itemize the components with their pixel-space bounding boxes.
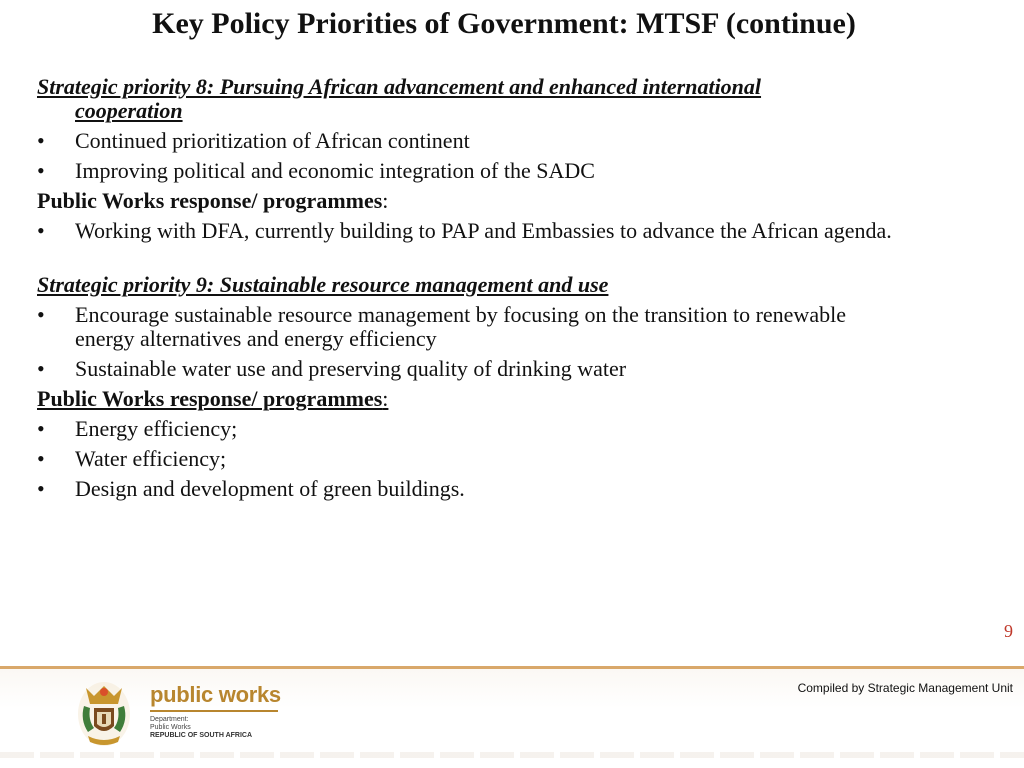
priority-8-heading [37,72,897,126]
bullet-text: Energy efficiency; [75,416,238,441]
slide-title: Key Policy Priorities of Government: MTSF (continue) [152,7,856,40]
response-heading-colon: : [382,188,389,213]
page-number: 9 [1004,621,1013,641]
list-item [37,156,897,186]
list-item [37,444,897,474]
footer-faint-strip [0,752,1024,758]
logo-subtitle [150,716,252,740]
bullet-icon: • [37,158,45,183]
bullet-text: Working with DFA, currently building to PAP and Embassies to advance the African agenda. [75,218,892,243]
priority-9-heading: Strategic priority 9: Sustainable resource management and use [37,272,609,297]
bullet-icon: • [37,356,45,381]
list-item [37,474,897,504]
logo-sub-line1: Department: [150,716,189,723]
priority-8-heading-line2: cooperation [75,98,183,123]
list-item [37,354,897,384]
bullet-icon: • [37,416,45,441]
bullet-icon: • [37,128,45,153]
bullet-text: Water efficiency; [75,446,227,471]
priority-8-heading-line1: Strategic priority 8: Pursuing African advancement and enhanced international [37,74,762,99]
logo-sub-line3: REPUBLIC OF SOUTH AFRICA [150,732,253,739]
slide-body [37,72,897,504]
response-heading-colon: : [382,386,389,411]
bullet-icon: • [37,446,45,471]
section-spacer [37,246,897,270]
response-heading-text: Public Works response/ programmes [37,386,383,411]
logo-sub-line2: Public Works [150,724,191,731]
priority-8-response-heading [37,186,897,216]
list-item [37,300,897,354]
bullet-icon: • [37,218,45,243]
bullet-icon: • [37,476,45,501]
department-logo [76,680,286,752]
bullet-text: Improving political and economic integration of the SADC [75,158,595,183]
bullet-text: Encourage sustainable resource management by focusing on the transition to renewable energy alternatives and energy efficiency [75,302,846,351]
compiled-by-label: Compiled by Strategic Management Unit [797,681,1013,695]
priority-9-response-heading [37,384,897,414]
list-item [37,216,897,246]
bullet-text: Continued prioritization of African continent [75,128,470,153]
response-heading-text: Public Works response/ programmes [37,188,383,213]
list-item [37,126,897,156]
bullet-icon: • [37,302,45,327]
logo-wordmark: public works [150,682,281,707]
bullet-text: Sustainable water use and preserving quality of drinking water [75,356,627,381]
coat-of-arms-icon [76,680,132,750]
bullet-text: Design and development of green buildings. [75,476,465,501]
logo-rule [150,710,278,712]
list-item [37,414,897,444]
